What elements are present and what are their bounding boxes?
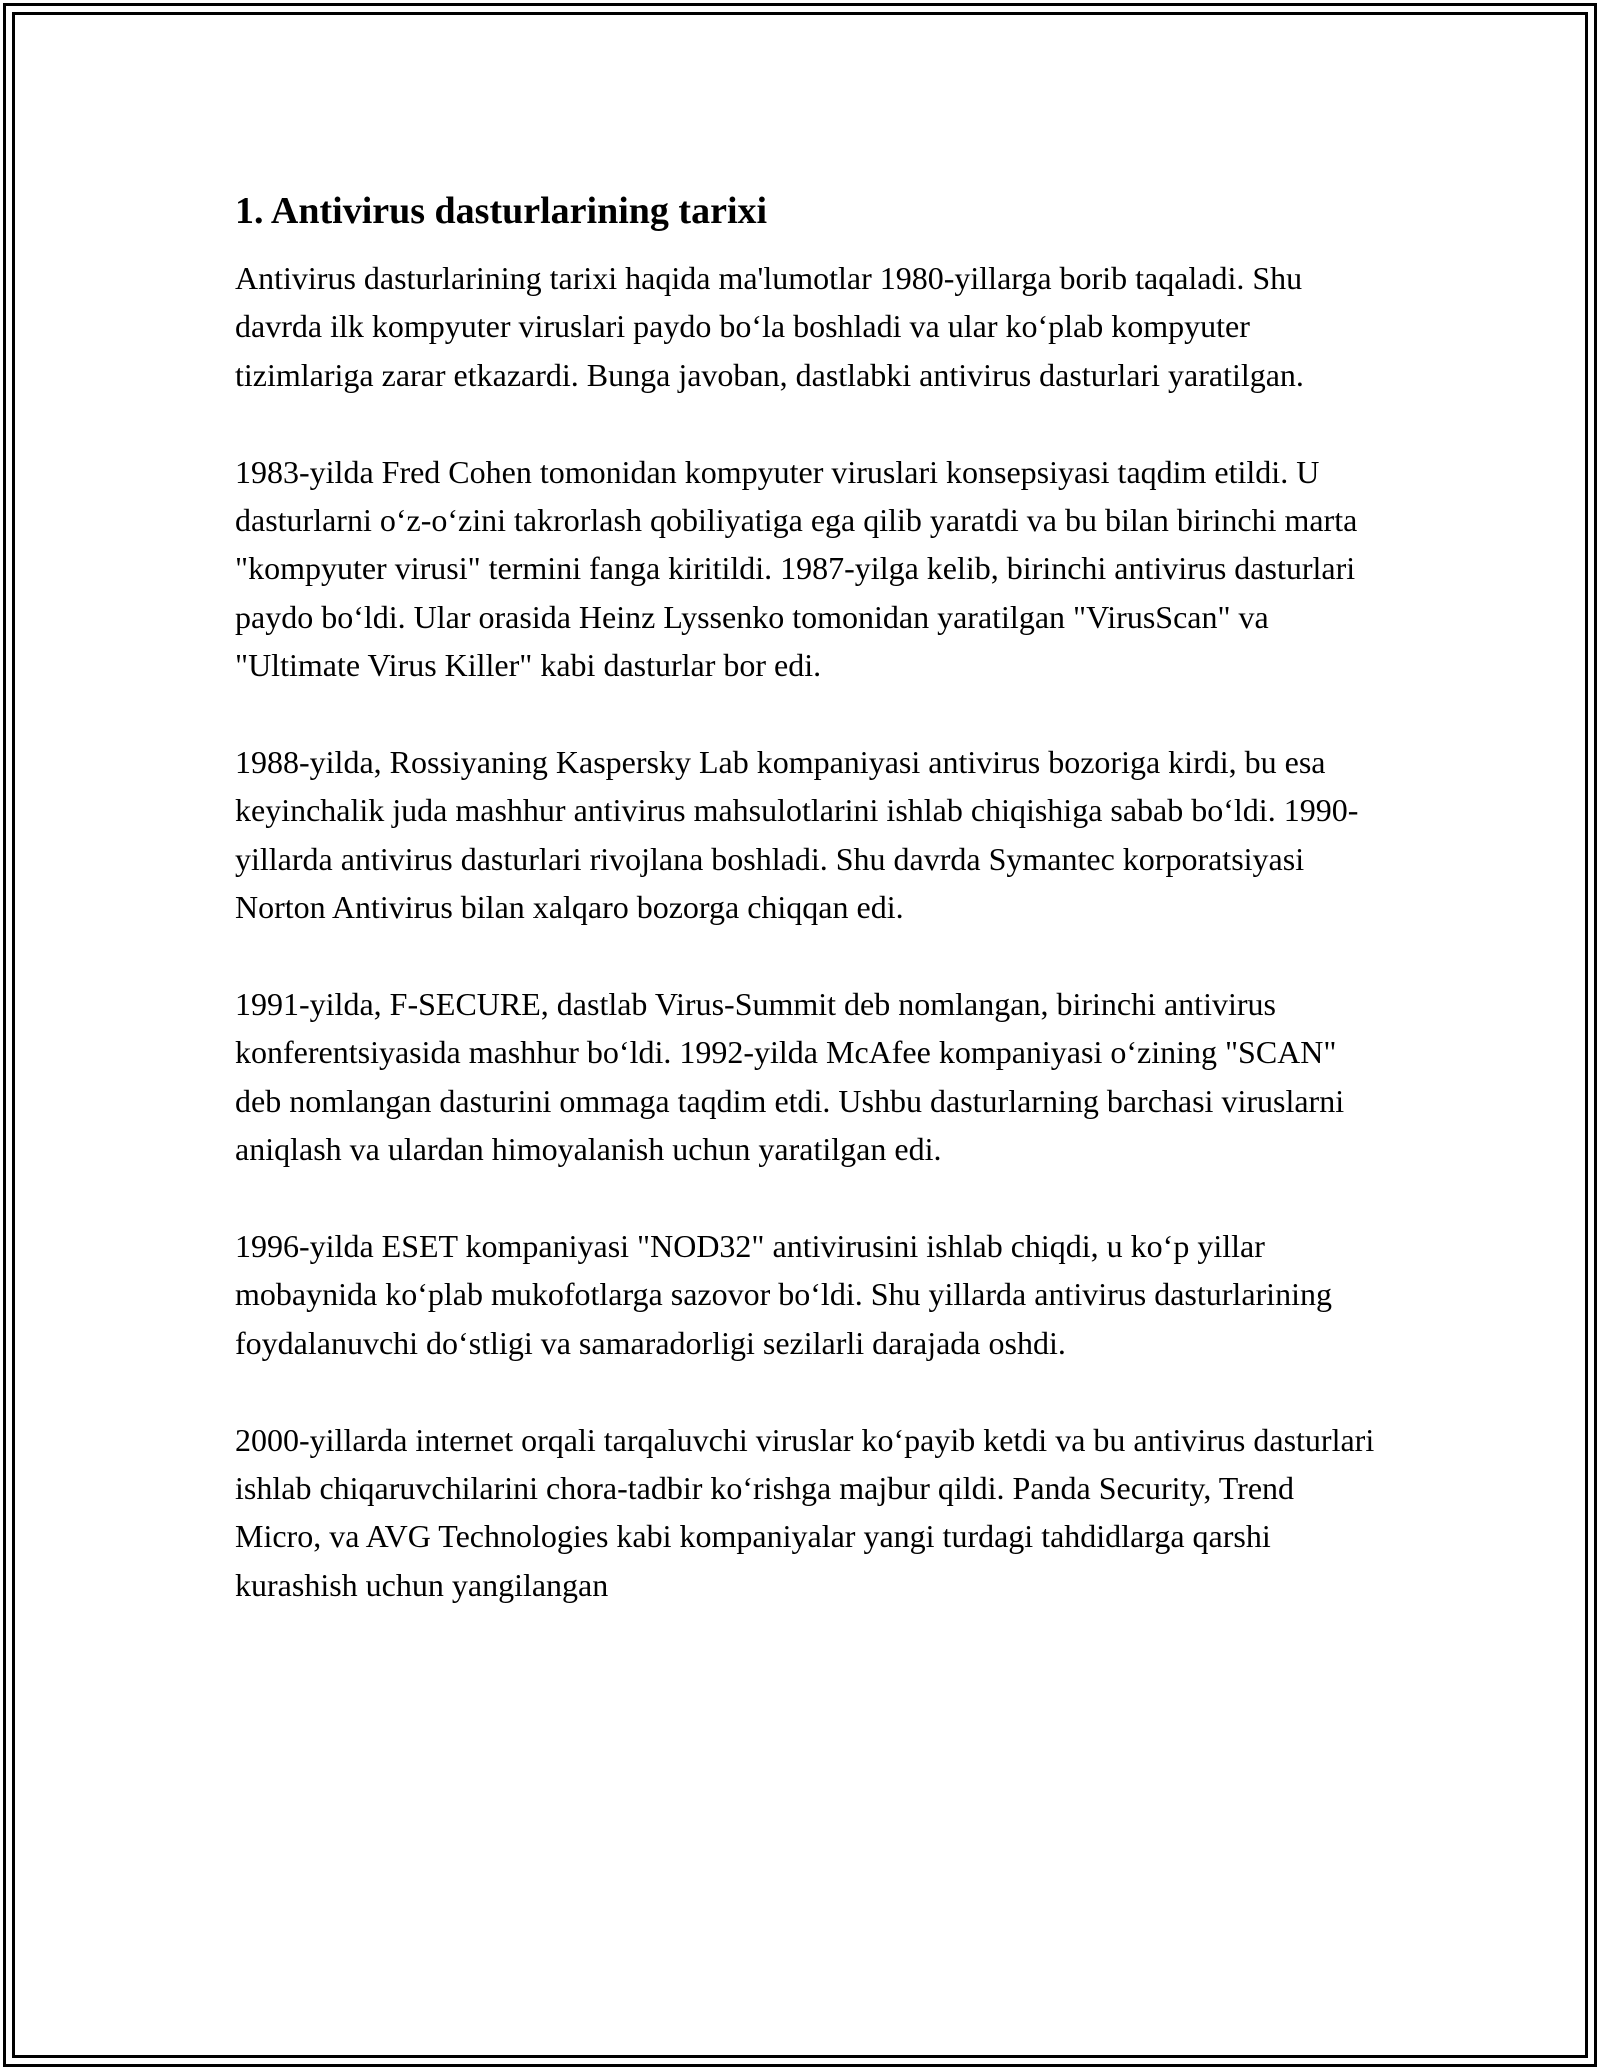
paragraph-1991: 1991-yilda, F-SECURE, dastlab Virus-Summit deb nomlangan, birinchi antivirus konferentsiyasida mashhur bo‘ldi. 1992-yilda McAfee kompaniyasi o‘zining "SCAN" deb nomlangan dasturini ommaga taqdim etdi. Ushbu dasturlarning barchasi viruslarni aniqlash va ulardan himoyalanish uchun yaratilgan edi. bbox=[235, 986, 1345, 1168]
section-heading: 1. Antivirus dasturlarining tarixi bbox=[235, 190, 768, 232]
paragraph-1983: 1983-yilda Fred Cohen tomonidan kompyuter viruslari konsepsiyasi taqdim etildi. U dasturlarni o‘z-o‘zini takrorlash qobiliyatiga ega qilib yaratdi va bu bilan birinchi marta "kompyuter virusi" termini fanga kiritildi. 1987-yilga kelib, birinchi antivirus dasturlari paydo bo‘ldi. Ular orasida Heinz Lyssenko tomonidan yaratilgan "VirusScan" va "Ultimate Virus Killer" kabi dasturlar bor edi. bbox=[235, 453, 1358, 684]
paragraph-2000s: 2000-yillarda internet orqali tarqaluvchi viruslar ko‘payib ketdi va bu antivirus dasturlari ishlab chiqaruvchilarini chora-tadbir ko‘rishga majbur qildi. Panda Security, Trend Micro, va AVG Technologies kabi kompaniyalar yangi turdagi tahdidlarga qarshi kurashish uchun yangilangan bbox=[235, 1421, 1375, 1603]
paragraph-1996: 1996-yilda ESET kompaniyasi "NOD32" antivirusini ishlab chiqdi, u ko‘p yillar mobaynida ko‘plab mukofotlarga sazovor bo‘ldi. Shu yillarda antivirus dasturlarining foydalanuvchi do‘stligi va samaradorligi sezilarli darajada oshdi. bbox=[235, 1228, 1332, 1361]
document-body bbox=[235, 186, 1385, 1658]
paragraph-intro: Antivirus dasturlarining tarixi haqida ma'lumotlar 1980-yillarga borib taqaladi. Shu davrda ilk kompyuter viruslari paydo bo‘la boshladi va ular ko‘plab kompyuter tizimlariga zarar etkazardi. Bunga javoban, dastlabki antivirus dasturlari yaratilgan. bbox=[235, 260, 1304, 393]
paragraph-1988: 1988-yilda, Rossiyaning Kaspersky Lab kompaniyasi antivirus bozoriga kirdi, bu esa keyinchalik juda mashhur antivirus mahsulotlarini ishlab chiqishiga sabab bo‘ldi. 1990-yillarda antivirus dasturlari rivojlana boshladi. Shu davrda Symantec korporatsiyasi Norton Antivirus bilan xalqaro bozorga chiqqan edi. bbox=[235, 744, 1359, 926]
